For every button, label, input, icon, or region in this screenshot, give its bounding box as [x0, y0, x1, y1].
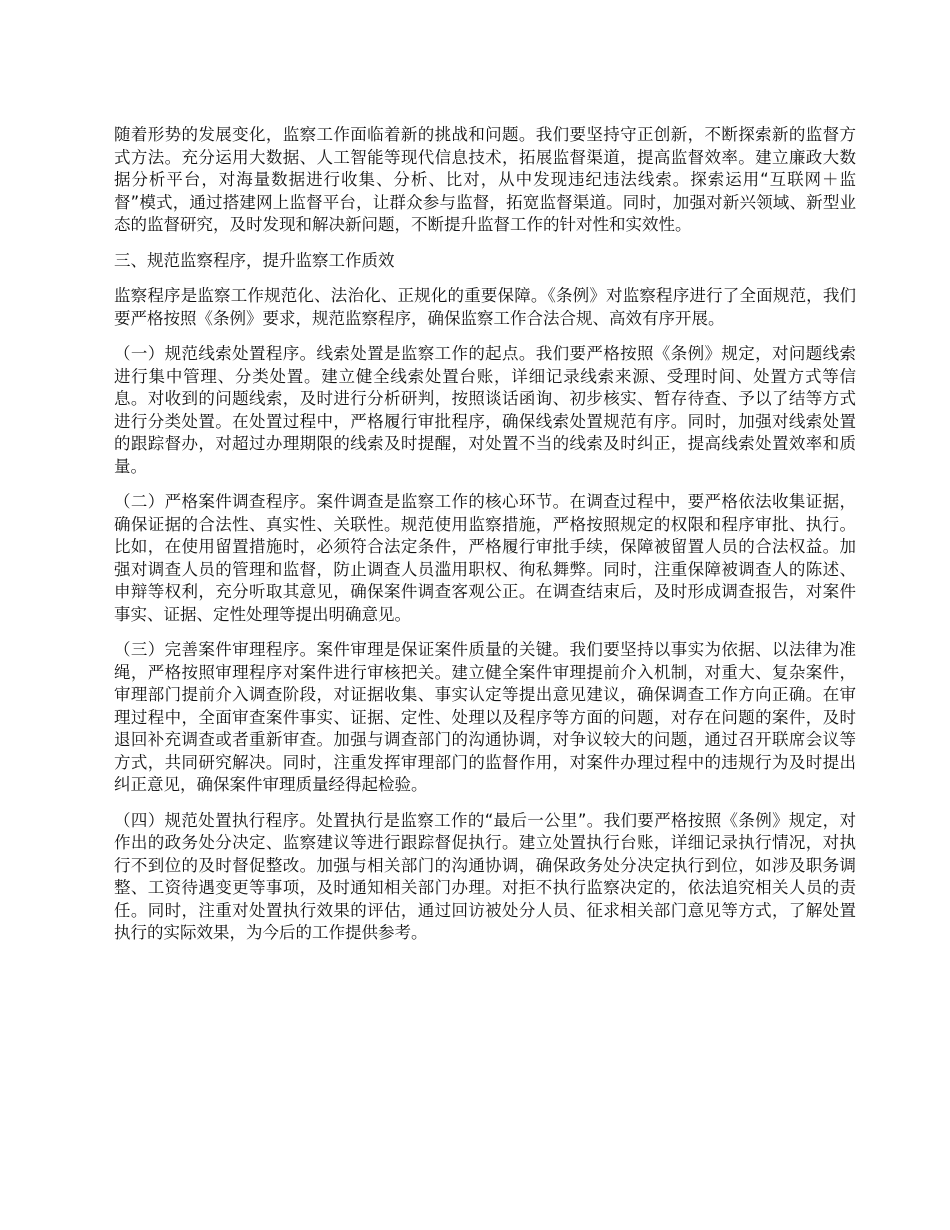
paragraph-procedure-intro: 监察程序是监察工作规范化、法治化、正规化的重要保障。《条例》对监察程序进行了全面规范，我们要严格按照《条例》要求，规范监察程序，确保监察工作合法合规、高效有序开展。 [114, 286, 856, 328]
section-heading-3: 三、规范监察程序，提升监察工作质效 [114, 250, 395, 270]
paragraph-supervision-innovation: 随着形势的发展变化，监察工作面临着新的挑战和问题。我们要坚持守正创新，不断探索新的监督方式方法。充分运用大数据、人工智能等现代信息技术，拓展监督渠道，提高监督效率。建立廉政大数据分析平台，对海量数据进行收集、分析、比对，从中发现违纪违法线索。探索运用“互联网＋监督”模式，通过搭建网上监督平台，让群众参与监督，拓宽监督渠道。同时，加强对新兴领域、新型业态的监督研究，及时发现和解决新问题，不断提升监督工作的针对性和实效性。 [114, 125, 856, 234]
paragraph-disposal-execution: （四）规范处置执行程序。处置执行是监察工作的“最后一公里”。我们要严格按照《条例》规定，对作出的政务处分决定、监察建议等进行跟踪督促执行。建立处置执行台账，详细记录执行情况，对执行不到位的及时督促整改。加强与相关部门的沟通协调，确保政务处分决定执行到位，如涉及职务调整、工资待遇变更等事项，及时通知相关部门办理。对拒不执行监察决定的，依法追究相关人员的责任。同时，注重对处置执行效果的评估，通过回访被处分人员、征求相关部门意见等方式，了解处置执行的实际效果，为今后的工作提供参考。 [114, 810, 856, 942]
paragraph-clue-handling: （一）规范线索处置程序。线索处置是监察工作的起点。我们要严格按照《条例》规定，对问题线索进行集中管理、分类处置。建立健全线索处置台账，详细记录线索来源、受理时间、处置方式等信息。对收到的问题线索，及时进行分析研判，按照谈话函询、初步核实、暂存待查、予以了结等方式进行分类处置。在处置过程中，严格履行审批程序，确保线索处置规范有序。同时，加强对线索处置的跟踪督办，对超过办理期限的线索及时提醒，对处置不当的线索及时纠正，提高线索处置效率和质量。 [114, 344, 856, 476]
paragraph-case-review: （三）完善案件审理程序。案件审理是保证案件质量的关键。我们要坚持以事实为依据、以法律为准绳，严格按照审理程序对案件进行审核把关。建立健全案件审理提前介入机制，对重大、复杂案件，审理部门提前介入调查阶段，对证据收集、事实认定等提出意见建议，确保调查工作方向正确。在审理过程中，全面审查案件事实、证据、定性、处理以及程序等方面的问题，对存在问题的案件，及时退回补充调查或者重新审查。加强与调查部门的沟通协调，对争议较大的问题，通过召开联席会议等方式，共同研究解决。同时，注重发挥审理部门的监督作用，对案件办理过程中的违规行为及时提出纠正意见，确保案件审理质量经得起检验。 [114, 640, 856, 794]
paragraph-case-investigation: （二）严格案件调查程序。案件调查是监察工作的核心环节。在调查过程中，要严格依法收集证据，确保证据的合法性、真实性、关联性。规范使用监察措施，严格按照规定的权限和程序审批、执行。比如，在使用留置措施时，必须符合法定条件，严格履行审批手续，保障被留置人员的合法权益。加强对调查人员的管理和监督，防止调查人员滥用职权、徇私舞弊。同时，注重保障被调查人的陈述、申辩等权利，充分听取其意见，确保案件调查客观公正。在调查结束后，及时形成调查报告，对案件事实、证据、定性处理等提出明确意见。 [114, 492, 856, 624]
document-body [114, 124, 856, 958]
